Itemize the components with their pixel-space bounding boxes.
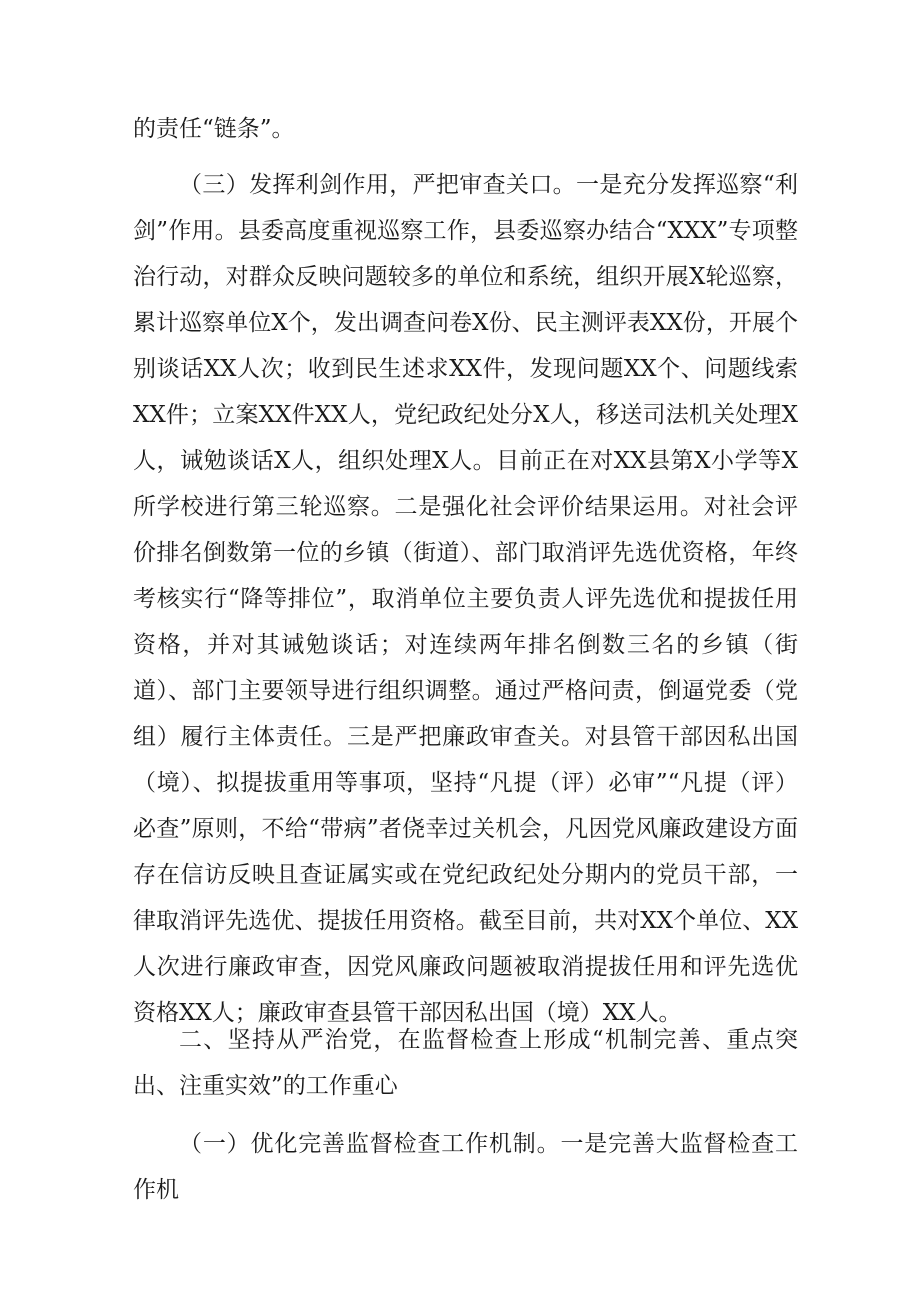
paragraph-inspection: （三）发挥利剑作用，严把审查关口。一是充分发挥巡察“利剑”作用。县委高度重视巡察工作，县委巡察办结合“XXX”专项整治行动，对群众反映问题较多的单位和系统，组织开展X轮巡察，累计巡察单位X个，发出调查问卷X份、民主测评表XX份，开展个别谈话XX人次；收到民生述求XX件，发现问题XX个、问题线索XX件；立案XX件XX人，党纪政纪处分X人，移送司法机关处理X人，诫勉谈话X人，组织处理X人。目前正在对XX县第X小学等X所学校进行第三轮巡察。二是强化社会评价结果运用。对社会评价排名倒数第一位的乡镇（街道）、部门取消评先选优资格，年终考核实行“降等排位”，取消单位主要负责人评先选优和提拔任用资格，并对其诫勉谈话；对连续两年排名倒数三名的乡镇（街道）、部门主要领导进行组织调整。通过严格问责，倒逼党委（党组）履行主体责任。三是严把廉政审查关。对县管干部因私出国（境）、拟提拔重用等事项，坚持“凡提（评）必审”“凡提（评）必查”原则，不给“带病”者侥幸过关机会，凡因党风廉政建设方面存在信访反映且查证属实或在党纪政纪处分期内的党员干部，一律取消评先选优、提拔任用资格。截至目前，共对XX个单位、XX人次进行廉政审查，因党风廉政问题被取消提拔任用和评先选优资格XX人；廉政审查县管干部因私出国（境）XX人。 — [133, 172, 798, 1026]
paragraph-continuation: 的责任“链条”。 — [133, 116, 295, 142]
section-heading-2: 二、坚持从严治党，在监督检查上形成“机制完善、重点突出、注重实效”的工作重心 — [133, 1027, 798, 1099]
paragraph-supervision: （一）优化完善监督检查工作机制。一是完善大监督检查工作机 — [133, 1131, 798, 1203]
